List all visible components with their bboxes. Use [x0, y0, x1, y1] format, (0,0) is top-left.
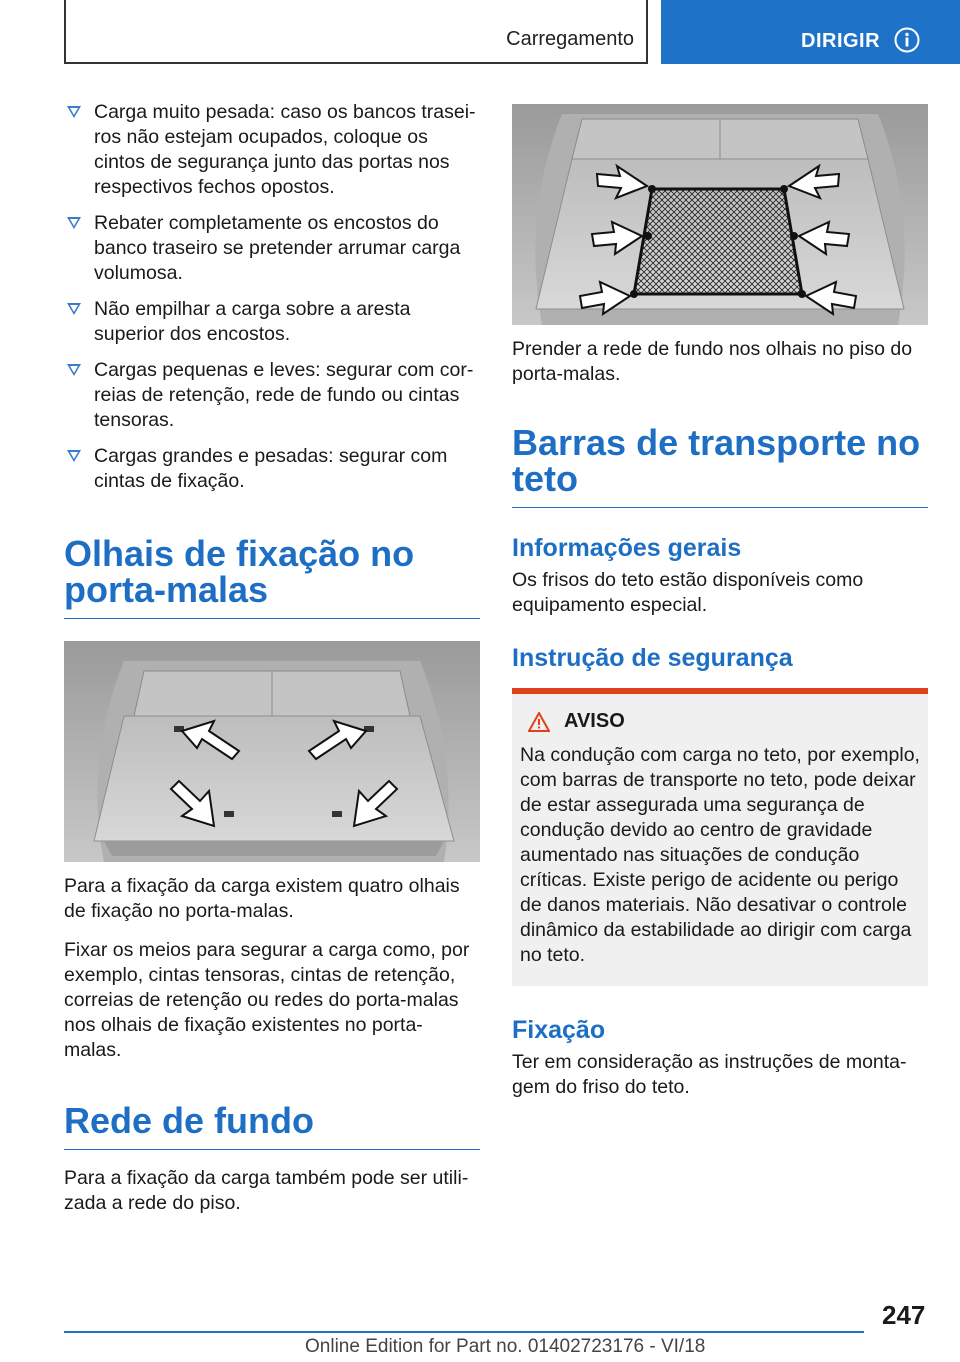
olhais-paragraph: Fixar os meios para segurar a carga como, por exemplo, cintas tensoras, cintas de retenção, correias de retenção ou redes do porta-malas nos olhais de fixação existentes no porta-malas.	[64, 939, 470, 1061]
loading-tips-list	[64, 100, 480, 494]
trunk-lashing-eyes-photo	[64, 641, 480, 862]
right-column	[512, 104, 928, 1100]
rede-paragraph: Para a fixação da carga também pode ser utilizada a rede do piso.	[64, 1167, 469, 1214]
warning-triangle-icon	[528, 712, 550, 732]
list-item: Não empilhar a carga sobre a aresta superior dos encostos.	[64, 297, 480, 347]
heading-barras: Barras de transporte no teto	[512, 425, 928, 508]
footer-divider	[64, 1331, 864, 1333]
net-caption: Prender a rede de fundo nos olhais no piso do porta-malas.	[512, 338, 913, 385]
sub-fixacao: Fixação	[512, 1016, 606, 1044]
edition-note: Online Edition for Part no. 01402723176 - VI/18	[305, 1336, 706, 1357]
list-item: Cargas grandes e pesadas: segurar com cintas de fixação.	[64, 444, 480, 494]
triangle-bullet-icon	[67, 450, 81, 462]
list-item: Carga muito pesada: caso os bancos traseiros não estejam ocupados, coloque os cintos de segurança junto das portas nos respectivos fechos opostos.	[64, 100, 480, 200]
triangle-bullet-icon	[67, 106, 81, 118]
info-paragraph: Os frisos do teto estão disponíveis como equipamento especial.	[512, 569, 864, 616]
heading-olhais: Olhais de fixação no porta-malas	[64, 536, 480, 619]
chapter-title: DIRIGIR	[801, 30, 881, 52]
list-item: Cargas pequenas e leves: segurar com correias de retenção, rede de fundo ou cintas tensoras.	[64, 358, 480, 433]
warning-header	[520, 710, 920, 733]
header-chapter-tab[interactable]	[661, 0, 960, 64]
triangle-bullet-icon	[67, 364, 81, 376]
trunk-cargo-net-photo	[512, 104, 928, 325]
heading-rede: Rede de fundo	[64, 1103, 480, 1150]
page-number: 247	[882, 1300, 926, 1330]
list-item: Rebater completamente os encostos do banco traseiro se pretender arrumar carga volumosa.	[64, 211, 480, 286]
warning-title: AVISO	[564, 710, 625, 732]
sub-seguranca: Instrução de segurança	[512, 644, 793, 672]
sub-informacoes: Informações gerais	[512, 534, 742, 562]
section-title: Carregamento	[506, 28, 634, 50]
fix-paragraph: Ter em consideração as instruções de montagem do friso do teto.	[512, 1051, 907, 1098]
warning-box	[512, 688, 928, 986]
warning-text: Na condução com carga no teto, por exemplo, com barras de transporte no teto, pode deixar de estar assegurada uma segurança de condução devido ao centro de gravidade aumentado nas situações de condução críticas. Existe perigo de acidente ou perigo de danos materiais. Não desativar o controle dinâmico da estabilidade ao dirigir com carga no teto.	[520, 744, 920, 966]
left-column	[64, 100, 480, 1216]
header-section-box	[64, 0, 648, 64]
info-icon[interactable]	[894, 27, 920, 53]
triangle-bullet-icon	[67, 303, 81, 315]
triangle-bullet-icon	[67, 217, 81, 229]
olhais-caption: Para a fixação da carga existem quatro olhais de fixação no porta-malas.	[64, 875, 460, 922]
